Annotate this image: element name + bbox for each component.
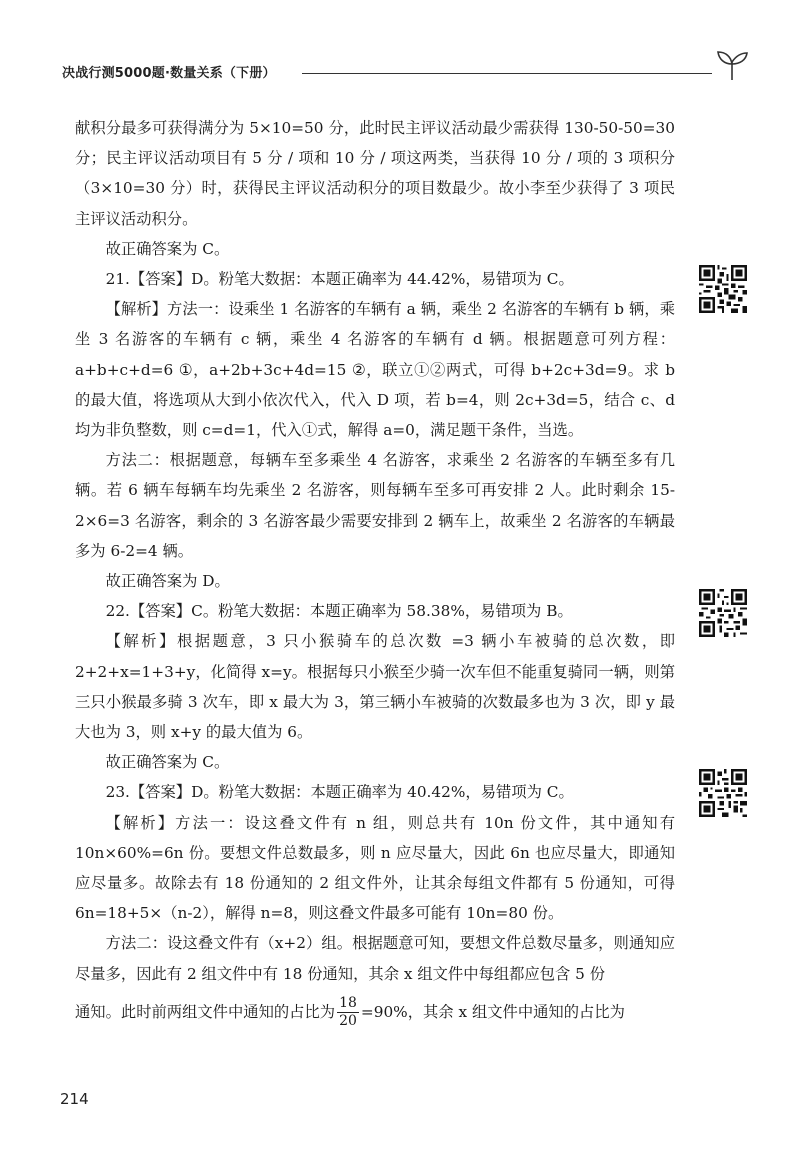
answer-21: 21.【答案】D。粉笔大数据：本题正确率为 44.42%，易错项为 C。 — [105, 270, 574, 289]
sprout-icon — [714, 48, 750, 82]
qr-code-icon[interactable] — [699, 589, 747, 637]
method-two-21: 方法二：根据题意，每辆车至多乘坐 4 名游客，求乘坐 2 名游客的车辆至多有几辆。若 6 辆车每辆车均先乘坐 2 名游客，则每辆车至多可再安排 2 人。此时剩余 15-2×6=3 名游客，剩余的 3 名游客最少需要安排到 2 辆车上，故乘坐 2 名游客的车辆最多为 6-2=4 辆。 — [75, 451, 675, 560]
fraction-denominator: 20 — [339, 1013, 357, 1030]
paragraph: 故正确答案为 D。 — [105, 572, 230, 591]
header-rule — [302, 73, 712, 74]
fraction-numerator: 18 — [339, 995, 357, 1012]
page-body — [75, 113, 675, 1035]
running-header — [62, 62, 752, 92]
answer-22: 22.【答案】C。粉笔大数据：本题正确率为 58.38%，易错项为 B。 — [105, 602, 573, 621]
qr-code-icon[interactable] — [699, 769, 747, 817]
analysis-23: 【解析】方法一：设这叠文件有 n 组，则总共有 10n 份文件，其中通知有 10n×60%=6n 份。要想文件总数最多，则 n 应尽量大，因此 6n 也应尽量大，即通知应尽量多。故除去有 18 份通知的 2 组文件外，让其余每组文件都有 5 份通知，可得 6n=18+5×（n-2），解得 n=8，则这叠文件最多可能有 10n=80 份。 — [75, 813, 675, 923]
paragraph: 故正确答案为 C。 — [105, 239, 230, 258]
paragraph: 故正确答案为 C。 — [105, 753, 230, 772]
paragraph: 献积分最多可获得满分为 5×10=50 分，此时民主评议活动最少需获得 130-50-50=30 分；民主评议活动项目有 5 分 / 项和 10 分 / 项这两类，当获得 10 分 / 项的 3 项积分（3×10=30 分）时，获得民主评议活动积分的项目数最少。故小李至少获得了 3 项民主评议活动积分。 — [75, 119, 675, 228]
fraction-line — [75, 989, 675, 1035]
page-number: 214 — [60, 1090, 89, 1108]
fraction — [337, 995, 359, 1030]
header-title: 决战行测5000题·数量关系（下册） — [62, 66, 276, 81]
method-two-23: 方法二：设这叠文件有（x+2）组。根据题意可知，要想文件总数尽量多，则通知应尽量多，因此有 2 组文件中有 18 份通知，其余 x 组文件中每组都应包含 5 份 — [75, 934, 675, 983]
answer-23: 23.【答案】D。粉笔大数据：本题正确率为 40.42%，易错项为 C。 — [105, 783, 574, 802]
qr-code-icon[interactable] — [699, 265, 747, 313]
fraction-line-before: 通知。此时前两组文件中通知的占比为 — [75, 1002, 336, 1021]
analysis-21: 【解析】方法一：设乘坐 1 名游客的车辆有 a 辆，乘坐 2 名游客的车辆有 b 辆，乘坐 3 名游客的车辆有 c 辆，乘坐 4 名游客的车辆有 d 辆。根据题意可列方程：a+b+c+d=6 ①，a+2b+3c+4d=15 ②，联立①②两式，可得 b+2c+3d=9。求 b 的最大值，将选项从大到小依次代入，代入 D 项，若 b=4，则 2c+3d=5，结合 c、d 均为非负整数，则 c=d=1，代入①式，解得 a=0，满足题干条件，当选。 — [75, 300, 675, 440]
fraction-line-after: =90%，其余 x 组文件中通知的占比为 — [360, 1002, 625, 1021]
analysis-22: 【解析】根据题意，3 只小猴骑车的总次数 =3 辆小车被骑的总次数，即 2+2+x=1+3+y，化简得 x=y。根据每只小猴至少骑一次车但不能重复骑同一辆，则第三只小猴最多骑 3 次车，即 x 最大为 3，第三辆小车被骑的次数最多也为 3 次，即 y 最大也为 3，则 x+y 的最大值为 6。 — [75, 632, 675, 742]
